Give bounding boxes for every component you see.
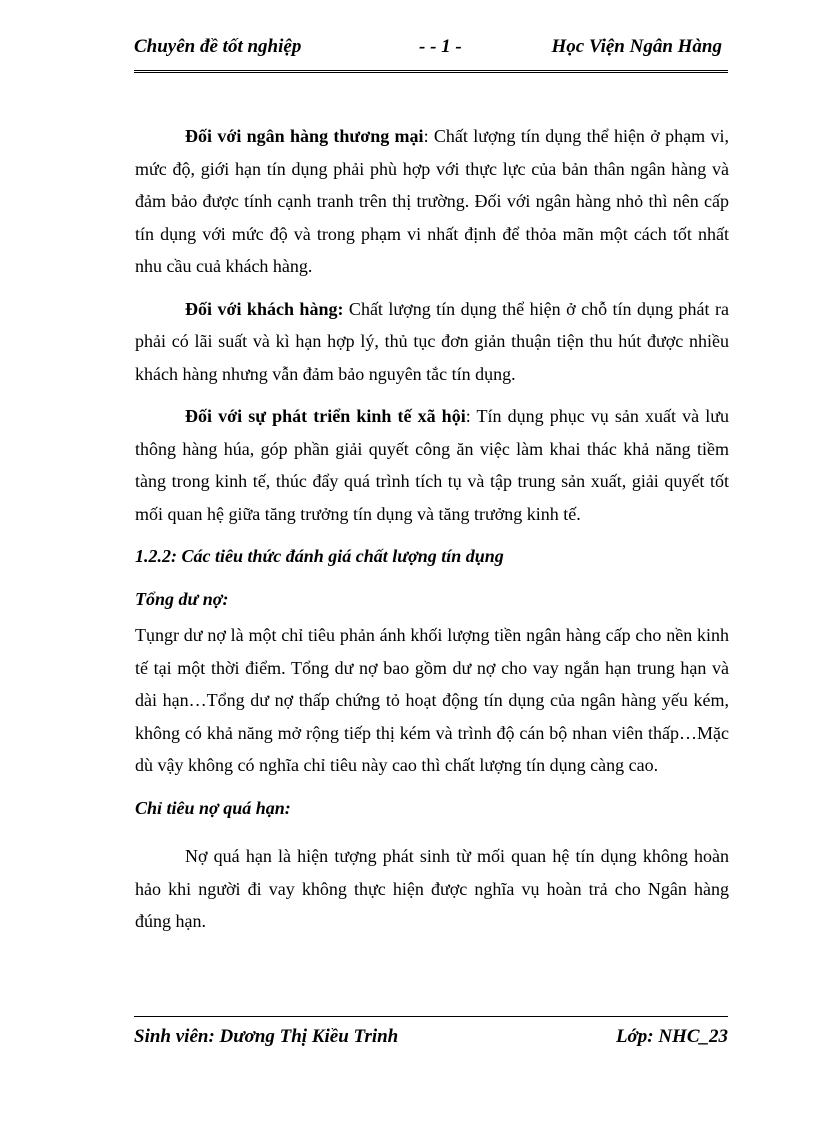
page-footer [134,1026,728,1054]
paragraph-total-outstanding: Tụngr dư nợ là một chỉ tiêu phản ánh khối lượng tiền ngân hàng cấp cho nền kinh tế tại một thời điểm. Tổng dư nợ bao gồm dư nợ cho vay ngắn hạn trung hạn và dài hạn…Tổng dư nợ thấp chứng tỏ hoạt động tín dụng của ngân hàng yếu kém, không có khả năng mở rộng tiếp thị kém và trình độ cán bộ nhan viên thấp…Mặc dù vậy không có nghĩa chỉ tiêu này cao thì chất lượng tín dụng càng cao. [135,625,729,775]
page-number: - - 1 - [419,36,462,57]
subsection-heading-overdue-debt: Chỉ tiêu nợ quá hạn: [135,797,291,818]
paragraph-commercial-bank [135,120,729,283]
paragraph-lead: Đối với ngân hàng thương mại [185,126,424,146]
footer-student: Sinh viên: Dương Thị Kiều Trinh [134,1026,399,1047]
paragraph-text: : Tín dụng phục vụ sản xuất và lưu thông hàng húa, góp phần giải quyết công ăn việc làm khai thác khả năng tiềm tàng trong kinh tế, thúc đẩy quá trình tích tụ và tập trung sản xuất, giải quyết tốt mối quan hệ giữa tăng trưởng tín dụng và tăng trưởng kinh tế. [135,406,729,524]
header-document-type: Chuyên đề tốt nghiệp [134,36,302,57]
footer-class: Lớp: NHC_23 [615,1026,728,1047]
header-divider [134,70,728,73]
paragraph-lead: Đối với sự phát triển kinh tế xã hội [185,406,466,426]
section-heading: 1.2.2: Các tiêu thức đánh giá chất lượng tín dụng [135,546,504,566]
paragraph-socio-economic [135,400,729,530]
page-header [134,36,728,64]
paragraph-lead: Đối với khách hàng: [185,298,344,319]
subsection-heading-total-outstanding: Tổng dư nợ: [135,588,229,609]
header-institution: Học Viện Ngân Hàng [551,36,722,57]
page-body [135,120,729,948]
paragraph-text: Chất lượng tín dụng thể hiện ở chỗ tín dụng phát ra phải có lãi suất và kì hạn hợp lý, thủ tục đơn giản thuận tiện thu hút được nhiều khách hàng nhưng vẫn đảm bảo nguyên tắc tín dụng. [135,298,729,384]
paragraph-customer [135,293,729,391]
paragraph-text: : Chất lượng tín dụng thể hiện ở phạm vi, mức độ, giới hạn tín dụng phải phù hợp với thực lực của bản thân ngân hàng và đảm bảo được tính cạnh tranh trên thị trường. Đối với ngân hàng nhỏ thì nên cấp tín dụng với mức độ và trong phạm vi nhất định để thỏa mãn một cách tốt nhất nhu cầu cuả khách hàng. [135,126,730,276]
paragraph-overdue-debt: Nợ quá hạn là hiện tượng phát sinh từ mối quan hệ tín dụng không hoàn hảo khi người đi vay không thực hiện được nghĩa vụ hoàn trả cho Ngân hàng đúng hạn. [135,846,729,931]
footer-divider [134,1016,728,1017]
